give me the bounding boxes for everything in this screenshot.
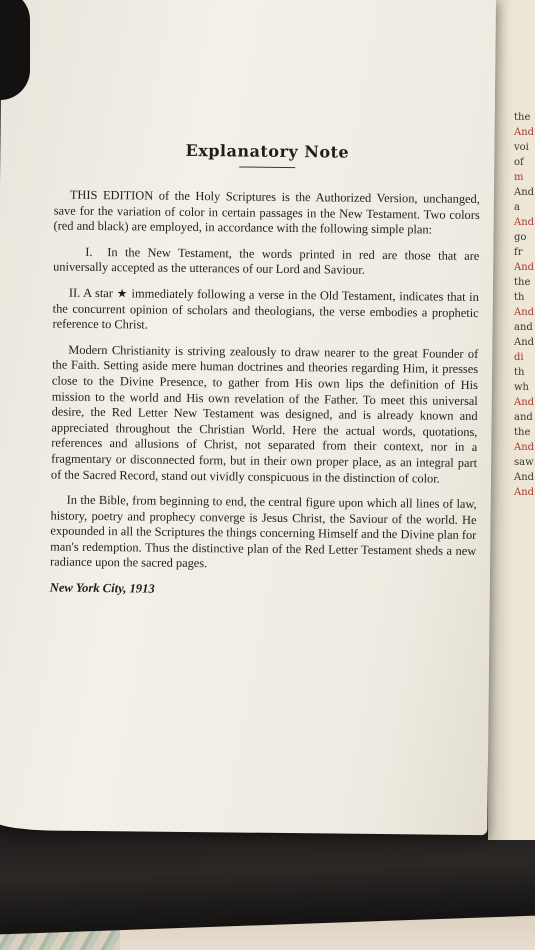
title-rule xyxy=(239,166,295,168)
adjacent-page-fragment: the xyxy=(514,427,531,438)
adjacent-page-fragment: wh xyxy=(514,382,529,393)
plan-item-1-text: In the New Testament, the words printed in red are those that are universally accepted as the utterances of our Lord and Saviour. xyxy=(53,244,480,278)
adjacent-page-text xyxy=(514,110,535,830)
plan-item-2-number: II. xyxy=(68,285,81,300)
plan-item-1-number: I. xyxy=(85,244,93,259)
adjacent-page-fragment: saw xyxy=(514,457,534,468)
adjacent-page-fragment: go xyxy=(514,232,527,243)
adjacent-page-fragment: And xyxy=(514,337,535,348)
page-content xyxy=(50,140,481,600)
adjacent-page-fragment: And xyxy=(514,127,535,138)
intro-paragraph: THIS EDITION of the Holy Scriptures is the Authorized Version, unchanged, save for the variation of color in certain passages in the New Testament. Two colors (red and black) are employed, in accordance with the following simple plan: xyxy=(53,187,480,237)
adjacent-page-fragment: And xyxy=(514,397,535,408)
adjacent-page-fragment: And xyxy=(514,442,535,453)
signature-line: New York City, 1913 xyxy=(49,580,155,596)
adjacent-page-fragment: the xyxy=(514,277,531,288)
book-clip xyxy=(0,0,30,100)
adjacent-page-fragment: fr xyxy=(514,247,523,258)
adjacent-page-fragment: th xyxy=(514,292,525,303)
adjacent-page-fragment: of xyxy=(514,157,524,168)
plan-item-2-text-b: immediately following a verse in the Old Testament, indicates that in the concurrent opinion of scholars and theologians, the verse embodies a prophetic reference to Christ. xyxy=(52,286,479,332)
adjacent-page-fragment: And xyxy=(514,307,535,318)
adjacent-page-fragment: And xyxy=(514,472,535,483)
bleed-through-heading xyxy=(152,10,362,12)
adjacent-page xyxy=(488,0,535,840)
adjacent-page-fragment: a xyxy=(514,202,520,213)
plan-item-1 xyxy=(53,244,479,280)
plan-item-2-text-a: A star xyxy=(83,285,114,301)
adjacent-page-fragment: And xyxy=(514,187,535,198)
page-title: Explanatory Note xyxy=(185,140,350,162)
adjacent-page-fragment: and xyxy=(514,412,533,423)
plan-item-2 xyxy=(52,286,478,337)
body-paragraph-2: In the Bible, from beginning to end, the central figure upon which all lines of law, history, poetry and prophecy converge is Jesus Christ, the Saviour of the world. He expounded in all the Scriptures the things concerning Himself and the Divine plan for man's redemption. Thus the distinctive plan of the Red Letter Testament sheds a new radiance upon the sacred pages. xyxy=(49,492,477,571)
adjacent-page-fragment: And xyxy=(514,262,535,273)
adjacent-page-fragment: And xyxy=(514,217,535,228)
adjacent-page-fragment: di xyxy=(514,352,524,363)
body-paragraph-1: Modern Christianity is striving zealously to draw nearer to the great Founder of the Faith. Setting aside mere human doctrines and theories regarding Him, it presses close to the Divine Presence, to gather from His own lips the definition of His mission to the world and His own revelation of the Father. To meet this universal desire, the Red Letter New Testament was designed, and is already known and appreciated throughout the Christian World. Here the actual words, quotations, references and allusions of Christ, not separated from their context, nor in a fragmentary or disconnected form, but in their own proper place, as an integral part of the Sacred Record, stand out vividly conspicuous in the distinction of color. xyxy=(50,342,479,486)
adjacent-page-fragment: voi xyxy=(514,142,529,153)
adjacent-page-fragment: th xyxy=(514,367,525,378)
adjacent-page-fragment: the xyxy=(514,112,531,123)
adjacent-page-fragment: And xyxy=(514,487,535,498)
adjacent-page-fragment: m xyxy=(514,172,524,183)
adjacent-page-fragment: and xyxy=(514,322,533,333)
star-icon: ★ xyxy=(116,286,128,301)
